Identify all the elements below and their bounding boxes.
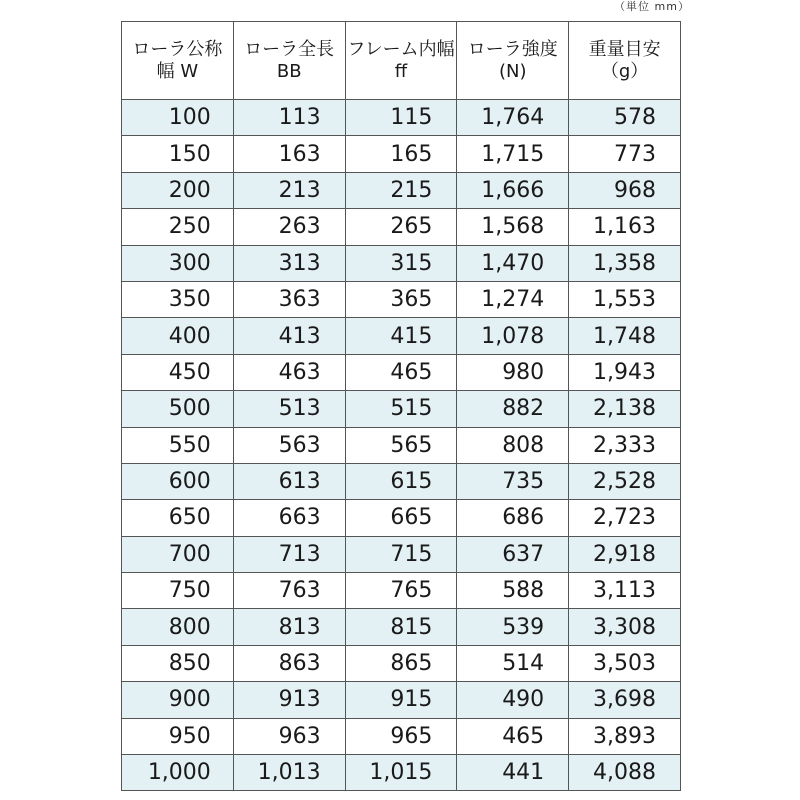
cell-frame-inner-width: 215 [345,172,457,208]
cell-roller-strength: 514 [457,645,569,681]
cell-weight-estimate: 2,333 [569,427,681,463]
cell-nominal-width: 950 [122,718,234,754]
table-row [122,427,681,463]
cell-frame-inner-width: 315 [345,245,457,281]
unit-note: （単位 mm） [614,0,690,13]
cell-total-length: 213 [233,172,345,208]
cell-total-length: 663 [233,500,345,536]
table-row [122,645,681,681]
cell-weight-estimate: 1,553 [569,281,681,317]
cell-weight-estimate: 2,138 [569,391,681,427]
cell-frame-inner-width: 465 [345,354,457,390]
header-nominal-width-line1: ローラ公称 [132,38,223,60]
cell-roller-strength: 539 [457,609,569,645]
cell-frame-inner-width: 365 [345,281,457,317]
cell-weight-estimate: 3,113 [569,573,681,609]
roller-spec-table [121,21,681,791]
cell-weight-estimate: 773 [569,136,681,172]
cell-nominal-width: 900 [122,682,234,718]
cell-weight-estimate: 3,698 [569,682,681,718]
header-frame-inner-width [345,22,457,100]
header-roller-strength-line1: ローラ強度 [467,38,558,60]
cell-total-length: 713 [233,536,345,572]
table-row [122,354,681,390]
table-row [122,136,681,172]
cell-total-length: 463 [233,354,345,390]
table-row [122,718,681,754]
cell-weight-estimate: 578 [569,100,681,136]
table-row [122,245,681,281]
cell-weight-estimate: 1,943 [569,354,681,390]
cell-frame-inner-width: 615 [345,463,457,499]
cell-weight-estimate: 4,088 [569,755,681,791]
table-row [122,209,681,245]
cell-frame-inner-width: 415 [345,318,457,354]
cell-total-length: 813 [233,609,345,645]
cell-frame-inner-width: 515 [345,391,457,427]
cell-weight-estimate: 2,528 [569,463,681,499]
header-total-length-line2: BB [276,60,302,82]
cell-weight-estimate: 1,163 [569,209,681,245]
cell-frame-inner-width: 965 [345,718,457,754]
cell-weight-estimate: 968 [569,172,681,208]
table-row [122,318,681,354]
table-row [122,609,681,645]
table-row [122,682,681,718]
header-weight-estimate [569,22,681,100]
header-total-length [233,22,345,100]
cell-roller-strength: 1,666 [457,172,569,208]
cell-weight-estimate: 1,748 [569,318,681,354]
header-roller-strength-line2: (N) [499,60,527,82]
cell-nominal-width: 550 [122,427,234,463]
cell-total-length: 513 [233,391,345,427]
table-body [122,100,681,791]
cell-total-length: 563 [233,427,345,463]
cell-nominal-width: 250 [122,209,234,245]
table-row [122,573,681,609]
table-row [122,500,681,536]
table-row [122,391,681,427]
cell-weight-estimate: 1,358 [569,245,681,281]
cell-roller-strength: 882 [457,391,569,427]
cell-frame-inner-width: 765 [345,573,457,609]
table-row [122,281,681,317]
cell-total-length: 113 [233,100,345,136]
cell-total-length: 313 [233,245,345,281]
cell-roller-strength: 808 [457,427,569,463]
cell-total-length: 913 [233,682,345,718]
cell-nominal-width: 750 [122,573,234,609]
cell-total-length: 863 [233,645,345,681]
cell-roller-strength: 1,568 [457,209,569,245]
cell-total-length: 413 [233,318,345,354]
cell-total-length: 1,013 [233,755,345,791]
header-total-length-line1: ローラ全長 [244,38,335,60]
cell-nominal-width: 100 [122,100,234,136]
header-frame-inner-width-line2: ff [394,60,408,82]
header-weight-estimate-line1: 重量目安 [588,38,661,60]
cell-roller-strength: 441 [457,755,569,791]
cell-frame-inner-width: 715 [345,536,457,572]
cell-nominal-width: 450 [122,354,234,390]
cell-roller-strength: 980 [457,354,569,390]
cell-roller-strength: 1,715 [457,136,569,172]
table-row [122,100,681,136]
header-nominal-width-line2: 幅 W [156,60,199,82]
cell-roller-strength: 1,470 [457,245,569,281]
cell-nominal-width: 800 [122,609,234,645]
cell-nominal-width: 600 [122,463,234,499]
cell-frame-inner-width: 665 [345,500,457,536]
cell-frame-inner-width: 115 [345,100,457,136]
header-roller-strength [457,22,569,100]
table-row [122,172,681,208]
cell-roller-strength: 1,274 [457,281,569,317]
cell-weight-estimate: 2,918 [569,536,681,572]
cell-total-length: 263 [233,209,345,245]
cell-roller-strength: 1,078 [457,318,569,354]
header-row [122,22,681,100]
header-nominal-width [122,22,234,100]
cell-nominal-width: 850 [122,645,234,681]
cell-nominal-width: 150 [122,136,234,172]
cell-total-length: 763 [233,573,345,609]
cell-roller-strength: 686 [457,500,569,536]
cell-frame-inner-width: 865 [345,645,457,681]
cell-roller-strength: 588 [457,573,569,609]
table-row [122,536,681,572]
header-frame-inner-width-line1: フレーム内幅 [347,38,455,60]
cell-frame-inner-width: 1,015 [345,755,457,791]
cell-total-length: 613 [233,463,345,499]
header-weight-estimate-line2: （g） [600,60,649,82]
cell-weight-estimate: 3,503 [569,645,681,681]
cell-roller-strength: 735 [457,463,569,499]
cell-nominal-width: 350 [122,281,234,317]
cell-frame-inner-width: 165 [345,136,457,172]
cell-roller-strength: 465 [457,718,569,754]
cell-frame-inner-width: 815 [345,609,457,645]
cell-total-length: 963 [233,718,345,754]
cell-weight-estimate: 3,893 [569,718,681,754]
cell-nominal-width: 300 [122,245,234,281]
cell-weight-estimate: 2,723 [569,500,681,536]
table-header [122,22,681,100]
cell-roller-strength: 490 [457,682,569,718]
cell-roller-strength: 1,764 [457,100,569,136]
cell-nominal-width: 400 [122,318,234,354]
cell-roller-strength: 637 [457,536,569,572]
cell-nominal-width: 1,000 [122,755,234,791]
cell-nominal-width: 650 [122,500,234,536]
cell-nominal-width: 500 [122,391,234,427]
cell-total-length: 363 [233,281,345,317]
table-row [122,755,681,791]
cell-nominal-width: 700 [122,536,234,572]
cell-frame-inner-width: 915 [345,682,457,718]
cell-weight-estimate: 3,308 [569,609,681,645]
table-row [122,463,681,499]
cell-total-length: 163 [233,136,345,172]
cell-frame-inner-width: 565 [345,427,457,463]
cell-nominal-width: 200 [122,172,234,208]
cell-frame-inner-width: 265 [345,209,457,245]
